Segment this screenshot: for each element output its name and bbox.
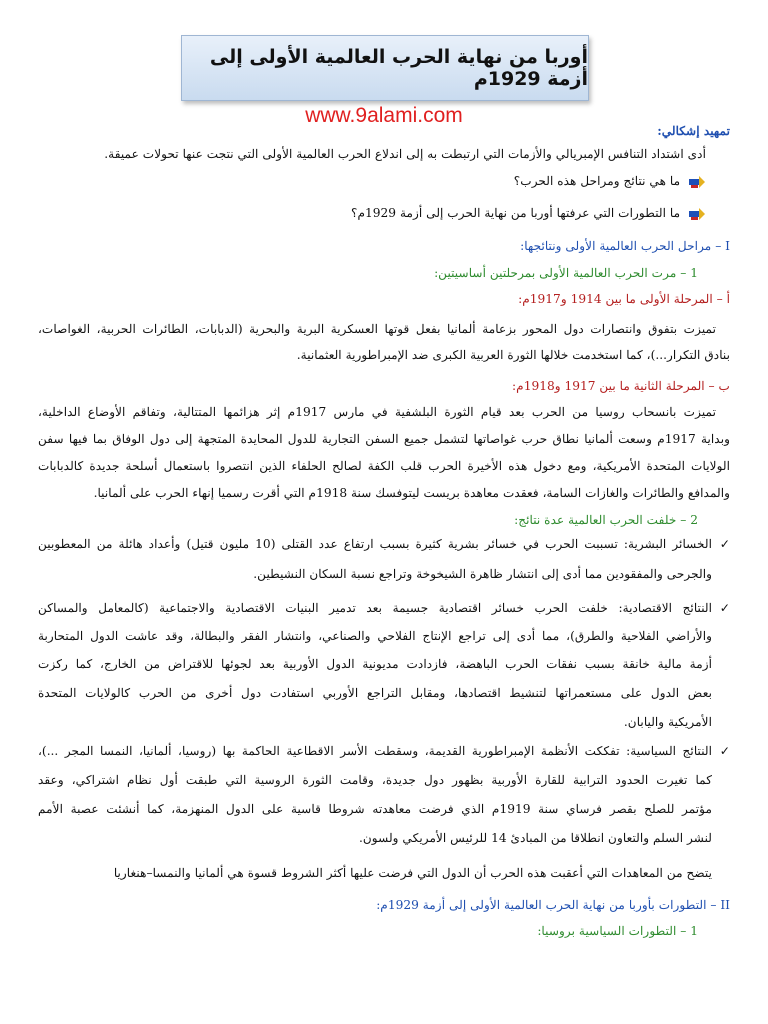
econ-line-3: أزمة مالية خانقة بسبب نفقات الحرب الباهضة، فازدادت مديونية الدول الأوربية بعد لجوئها للاقتراض من الخارج، كما ركزت: [38, 657, 712, 671]
phaseB-line-3: الولايات المتحدة الأمريكية، ومع دخول هذه الأخيرة الحرب قلب الكفة لصالح الحلفاء الذين انتصروا باستعمال أسلحة جديدة كالدبابات: [38, 459, 730, 473]
econ-line-4: بعض الدول على مستعمراتها لتنشيط اقتصادها، ومقابل التراجع الأوربي استفادت دول أخرى من الحرب كالولايات المتحدة: [38, 686, 712, 700]
phaseA-line-1: تميزت بتفوق وانتصارات دول المحور بزعامة ألمانيا بفعل قوتها العسكرية البرية والبحرية (الدبابات، الطائرات الحربية، الغواصات،: [38, 322, 716, 336]
site-watermark[interactable]: www.9alami.com: [305, 104, 463, 127]
econ-line-1: ✓النتائج الاقتصادية: خلفت الحرب خسائر اقتصادية جسيمة بعد تدمير البنيات الاقتصادية والاجتماعية (كالمعامل والمساكن: [38, 601, 730, 615]
political-line-1: ✓النتائج السياسية: تفككت الأنظمة الإمبراطورية القديمة، وسقطت الأسر الاقطاعية الحاكمة بها (روسيا، ألمانيا، النمسا المجر ...)،: [38, 744, 730, 758]
econ-line-2: والأراضي الفلاحية والطرق)، مما أدى إلى تراجع الإنتاج الفلاحي والصناعي، وانتشار الفقر والبطالة، وقد عاشت الدول المتحاربة: [38, 629, 712, 643]
phaseA-title: أ – المرحلة الأولى ما بين 1914 و1917م:: [518, 292, 730, 306]
conclusion-text: يتضح من المعاهدات التي أعقبت هذه الحرب أن الدول التي فرضت عليها أكثر الشروط قسوة هي ألمانيا والنمسا–هنغاريا: [113, 866, 712, 880]
checkmark-icon: ✓: [719, 744, 730, 758]
checkmark-icon: ✓: [719, 601, 730, 615]
question-1: ما هي نتائج ومراحل هذه الحرب؟: [38, 172, 706, 190]
phaseA-line-2: بنادق التكرار...)، كما استخدمت خلالها الثورة العربية الكبرى ضد الإمبراطورية العثمانية.: [296, 348, 730, 362]
human-losses-line-1: ✓الخسائر البشرية: تسببت الحرب في خسائر بشرية كثيرة بسبب ارتفاع عدد القتلى (10 مليون قتيل) وأعداد هائلة من المعطوبين: [38, 537, 730, 551]
phaseB-line-4: والمدافع والطائرات والغازات السامة، فعقدت معاهدة بريست ليتوفسك سنة 1918م التي أقرت رسميا إنهاء الحرب على ألمانيا.: [93, 486, 730, 500]
section1-heading: I – مراحل الحرب العالمية الأولى ونتائجها:: [520, 239, 730, 253]
phaseB-title: ب – المرحلة الثانية ما بين 1917 و1918م:: [512, 379, 730, 393]
hand-pointer-icon: [688, 207, 706, 221]
intro-text: أدى اشتداد التنافس الإمبريالي والأزمات التي ارتبطت به إلى اندلاع الحرب العالمية الأولى التي نتجت عنها تحولات عميقة.: [104, 147, 706, 161]
section2-heading: II – التطورات بأوربا من نهاية الحرب العالمية الأولى إلى أزمة 1929م:: [376, 898, 730, 912]
political-line-4: لنشر السلم والتعاون انطلاقا من المبادئ 14 للرئيس الأمريكي ولسون.: [358, 831, 712, 845]
hand-pointer-icon: [688, 175, 706, 189]
section1-sub2: 2 – خلفت الحرب العالمية عدة نتائج:: [514, 513, 698, 527]
checkmark-icon: ✓: [719, 537, 730, 551]
political-line-2: كما تغيرت الحدود الترابية للقارة الأوربية بظهور دول جديدة، وقامت الثورة الروسية التي طبقت أول نظام اشتراكي، وعقد: [38, 773, 712, 787]
page-title: أوربا من نهاية الحرب العالمية الأولى إلى أزمة 1929م: [209, 46, 588, 90]
phaseB-line-1: تميزت بانسحاب روسيا من الحرب بعد قيام الثورة البلشفية في مارس 1917م إثر هزائمها المتتالية، وتفاقم الأوضاع الداخلية،: [38, 405, 716, 419]
phaseB-line-2: وبداية 1917م وسعت ألمانيا نطاق حرب غواصاتها لتشمل جميع السفن التجارية للدول المحايدة المتجهة إلى دول الوفاق بما فيها سفن: [38, 432, 730, 446]
intro-label: تمهيد إشكالي:: [657, 124, 730, 138]
section2-sub1: 1 – التطورات السياسية بروسيا:: [537, 924, 698, 938]
political-line-3: مؤتمر للصلح بقصر فرساي سنة 1919م الذي فرضت معاهدته شروطا قاسية على الدول المنهزمة، كما أنشئت عصبة الأمم: [38, 802, 712, 816]
econ-line-5: الأمريكية واليابان.: [623, 715, 712, 729]
section1-sub1: 1 – مرت الحرب العالمية الأولى بمرحلتين أساسيتين:: [434, 266, 698, 280]
title-box: [181, 35, 589, 101]
question-2: ما التطورات التي عرفتها أوربا من نهاية الحرب إلى أزمة 1929م؟: [38, 204, 706, 222]
human-losses-line-2: والجرحى والمفقودين مما أدى إلى انتشار ظاهرة الشيخوخة وتراجع نسبة السكان النشيطين.: [253, 567, 712, 581]
